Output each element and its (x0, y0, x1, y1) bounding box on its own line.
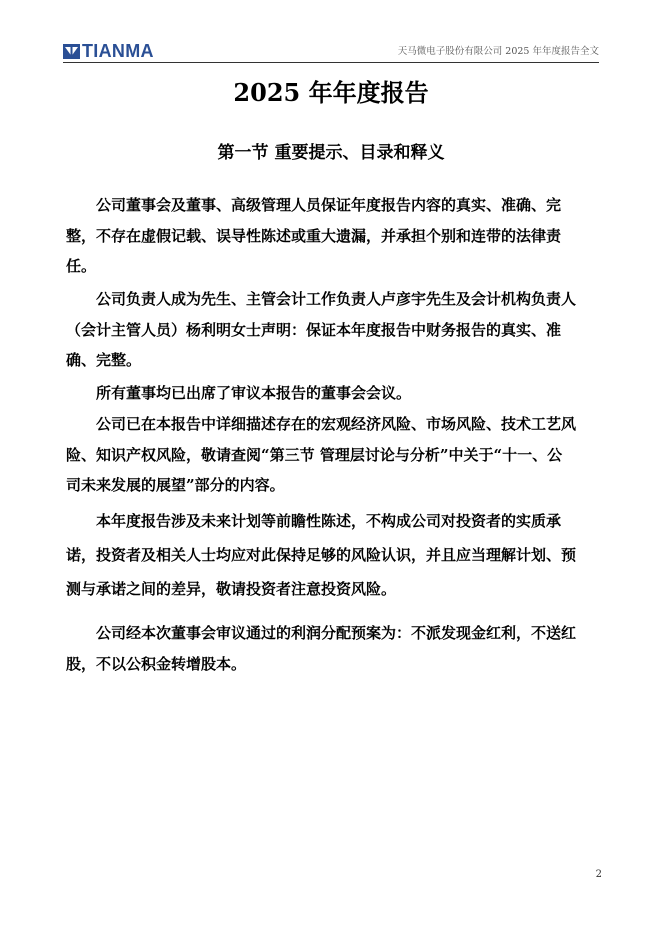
paragraph-line: 任。 (66, 257, 97, 275)
logo-text: TIANMA (82, 41, 154, 61)
paragraph-line: 股，不以公积金转增股本。 (66, 655, 247, 673)
paragraph-line: 公司董事会及董事、高级管理人员保证年度报告内容的真实、准确、完 (66, 196, 562, 214)
tianma-logo-icon (63, 44, 80, 59)
paragraph-line: 公司已在本报告中详细描述存在的宏观经济风险、市场风险、技术工艺风 (66, 415, 577, 433)
company-logo (63, 43, 154, 59)
header-document-title: 天马微电子股份有限公司 2025 年年度报告全文 (397, 46, 599, 57)
paragraph-line: 整，不存在虚假记载、误导性陈述或重大遗漏，并承担个别和连带的法律责 (66, 226, 562, 245)
paragraph-line: 确、完整。 (66, 351, 142, 369)
paragraph-line: 本年度报告涉及未来计划等前瞻性陈述，不构成公司对投资者的实质承 (66, 512, 562, 530)
header-divider (63, 62, 599, 63)
section-title: 第一节 重要提示、目录和释义 (217, 143, 445, 163)
paragraph-line: 测与承诺之间的差异，敬请投资者注意投资风险。 (66, 580, 397, 598)
page-number: 2 (595, 869, 602, 880)
page-header (63, 43, 599, 61)
paragraph-line: 司未来发展的展望”部分的内容。 (66, 476, 285, 494)
paragraph-line: （会计主管人员）杨利明女士声明：保证本年度报告中财务报告的真实、准 (66, 320, 562, 339)
paragraph-line: 公司负责人成为先生、主管会计工作负责人卢彦宇先生及会计机构负责人 (66, 290, 577, 308)
paragraph-line: 险、知识产权风险，敬请查阅“第三节 管理层讨论与分析”中关于“十一、公 (66, 445, 563, 464)
paragraph-line: 公司经本次董事会审议通过的利润分配预案为：不派发现金红利，不送红 (66, 624, 577, 642)
paragraph-line: 所有董事均已出席了审议本报告的董事会会议。 (66, 384, 412, 402)
paragraph-line: 诺，投资者及相关人士均应对此保持足够的风险认识，并且应当理解计划、预 (66, 546, 577, 564)
report-title: 2025 年年度报告 (233, 78, 429, 107)
